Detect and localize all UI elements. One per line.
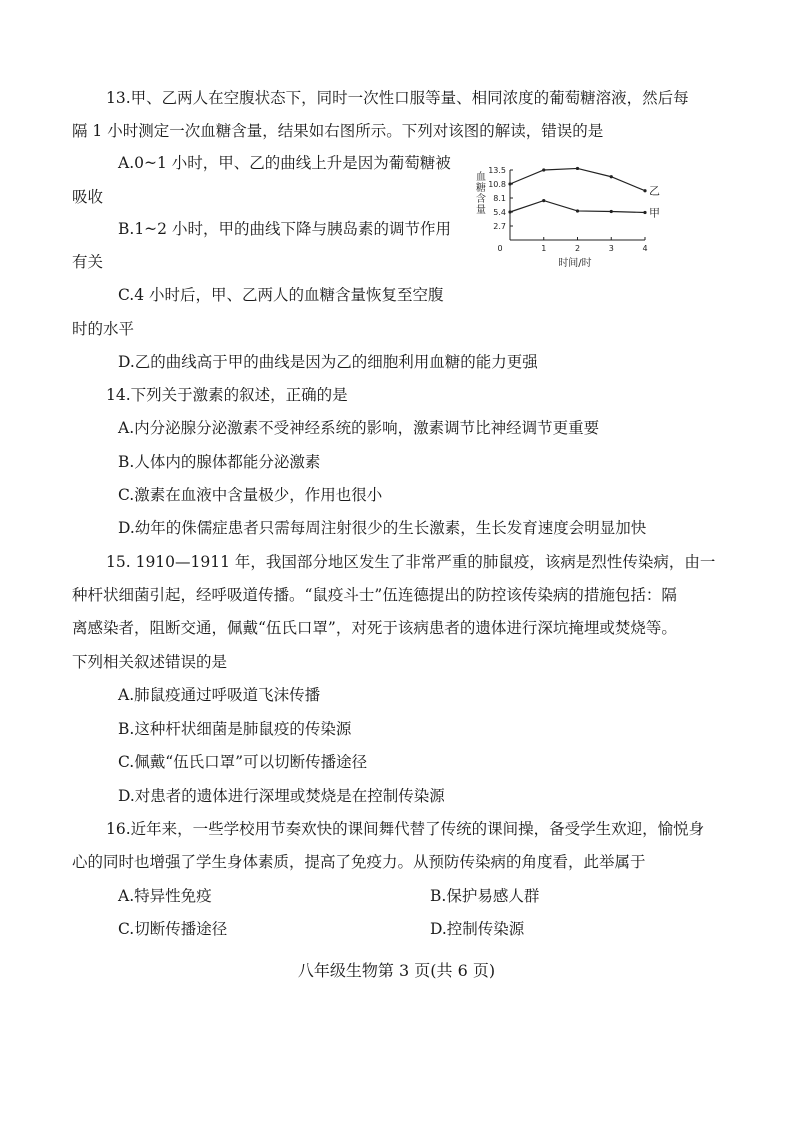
q13-option-b-line1: B.1~2 小时，甲的曲线下降与胰岛素的调节作用 [118, 220, 451, 238]
series-label: 甲 [649, 206, 660, 220]
q13-option-a-line2: 吸收 [72, 188, 104, 206]
q15-option-a: A.肺鼠疫通过呼吸道飞沫传播 [118, 686, 321, 704]
page-footer: 八年级生物第 3 页(共 6 页) [297, 961, 496, 980]
chart-y-axis-label: 血糖含量 [476, 172, 486, 216]
q16-option-a: A.特异性免疫 [118, 887, 212, 905]
y-tick-label: 5.4 [493, 208, 506, 217]
q15-stem-line4: 下列相关叙述错误的是 [72, 653, 228, 671]
y-tick-label: 8.1 [493, 194, 506, 203]
data-point [643, 189, 646, 192]
q13-option-c-line1: C.4 小时后，甲、乙两人的血糖含量恢复至空腹 [118, 286, 444, 304]
chart-x-axis-label: 时间/时 [558, 258, 592, 269]
q14-option-c: C.激素在血液中含量极少，作用也很小 [118, 486, 383, 504]
q14-option-b: B.人体内的腺体都能分泌激素 [118, 453, 321, 471]
blood-sugar-chart [470, 160, 670, 270]
y-tick-label: 2.7 [493, 222, 506, 231]
series-line [510, 168, 645, 190]
y-tick-label: 13.5 [488, 166, 506, 175]
q14-stem: 14.下列关于激素的叙述，正确的是 [106, 386, 348, 404]
q15-stem-line3: 离感染者，阻断交通，佩戴“伍氏口罩”，对死于该病患者的遗体进行深坑掩埋或焚烧等。 [72, 619, 677, 637]
q16-option-d: D.控制传染源 [430, 920, 525, 938]
data-point [576, 209, 579, 212]
x-tick-label: 3 [608, 244, 614, 253]
data-point [508, 210, 511, 213]
q16-stem-line2: 心的同时也增强了学生身体素质，提高了免疫力。从预防传染病的角度看，此举属于 [72, 853, 646, 871]
y-tick-label: 10.8 [488, 180, 506, 189]
series-label: 乙 [649, 184, 660, 198]
x-tick-label: 2 [574, 244, 581, 253]
q14-option-a: A.内分泌腺分泌激素不受神经系统的影响，激素调节比神经调节更重要 [118, 419, 600, 437]
q16-option-b: B.保护易感人群 [430, 887, 540, 905]
data-point [643, 211, 646, 214]
q14-option-d: D.幼年的侏儒症患者只需每周注射很少的生长激素，生长发育速度会明显加快 [118, 519, 647, 537]
q15-stem-line2: 种杆状细菌引起，经呼吸道传播。“鼠疫斗士”伍连德提出的防控该传染病的措施包括：隔 [72, 586, 677, 604]
q13-stem-line1: 13.甲、乙两人在空腹状态下，同时一次性口服等量、相同浓度的葡萄糖溶液，然后每 [106, 89, 689, 107]
data-point [610, 210, 613, 213]
q13-option-a-line1: A.0~1 小时，甲、乙的曲线上升是因为葡萄糖被 [118, 154, 451, 172]
chart-svg [470, 160, 670, 270]
q15-stem-line1: 15. 1910—1911 年，我国部分地区发生了非常严重的肺鼠疫，该病是烈性传染病，由一 [106, 553, 716, 571]
q15-option-b: B.这种杆状细菌是肺鼠疫的传染源 [118, 720, 352, 738]
data-point [610, 175, 613, 178]
chart-series [508, 167, 660, 220]
q15-option-d: D.对患者的遗体进行深埋或焚烧是在控制传染源 [118, 787, 445, 805]
data-point [508, 182, 511, 185]
x-tick-label: 0 [497, 244, 503, 253]
q13-option-d: D.乙的曲线高于甲的曲线是因为乙的细胞利用血糖的能力更强 [118, 353, 538, 371]
q13-option-b-line2: 有关 [72, 253, 104, 271]
q13-stem-line2: 隔 1 小时测定一次血糖含量，结果如右图所示。下列对该图的解读，错误的是 [72, 122, 604, 140]
q15-option-c: C.佩戴“伍氏口罩”可以切断传播途径 [118, 753, 368, 771]
data-point [576, 167, 579, 170]
data-point [542, 199, 545, 202]
q13-option-c-line2: 时的水平 [72, 320, 135, 338]
data-point [542, 168, 545, 171]
q16-option-c: C.切断传播途径 [118, 920, 228, 938]
x-tick-label: 1 [541, 244, 547, 253]
x-tick-label: 4 [642, 244, 648, 253]
q16-stem-line1: 16.近年来，一些学校用节奏欢快的课间舞代替了传统的课间操，备受学生欢迎，愉悦身 [106, 820, 705, 838]
